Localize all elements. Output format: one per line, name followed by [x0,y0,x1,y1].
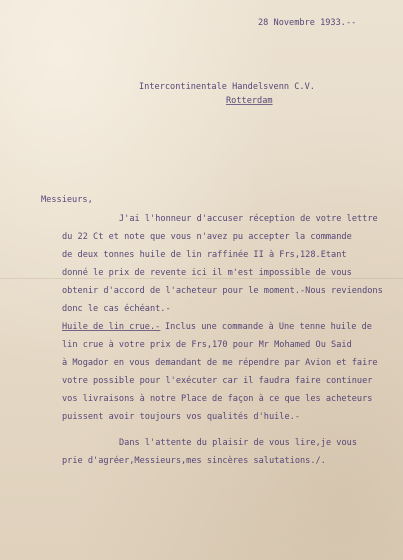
body-line-4: donné le prix de revente ici il m'est impossible de vous [62,268,352,278]
closing-line-1: Dans l'attente du plaisir de vous lire,je vous [119,438,357,448]
body-2-line-1: Inclus une commande à Une tenne huile de [165,322,372,332]
body-2-line-4: votre possible pour l'exécuter car il faudra faire continuer [62,376,373,386]
body-line-5: obtenir d'accord de l'acheteur pour le moment.-Nous reviendons [62,286,383,296]
closing-line-2: prie d'agréer,Messieurs,mes sincères salutations./. [62,456,326,466]
body-line-3: de deux tonnes huile de lin raffinée II à Frs,128.Etant [62,250,347,260]
body-line-2: du 22 Ct et note que vous n'avez pu accepter la commande [62,232,352,242]
salutation: Messieurs, [41,195,93,205]
body-2-line-6: puissent avoir toujours vos qualités d'huile.- [62,412,300,422]
recipient-company: Intercontinentale Handelsvenn C.V. [139,82,315,92]
recipient-city: Rotterdam [226,96,273,106]
body-2-line-2: lin crue à votre prix de Frs,170 pour Mr Mohamed Ou Said [62,340,352,350]
body-2-line-5: vos livraisons à notre Place de façon à ce que les acheteurs [62,394,373,404]
section-heading-raw-linseed: Huile de lin crue.- [62,322,161,332]
letter-date: 28 Novembre 1933.-- [258,18,357,28]
body-2-line-3: à Mogador en vous demandant de me répendre par Avion et faire [62,358,378,368]
body-line-6: donc le cas échéant.- [62,304,171,314]
body-line-1: J'ai l'honneur d'accuser réception de votre lettre [119,214,378,224]
